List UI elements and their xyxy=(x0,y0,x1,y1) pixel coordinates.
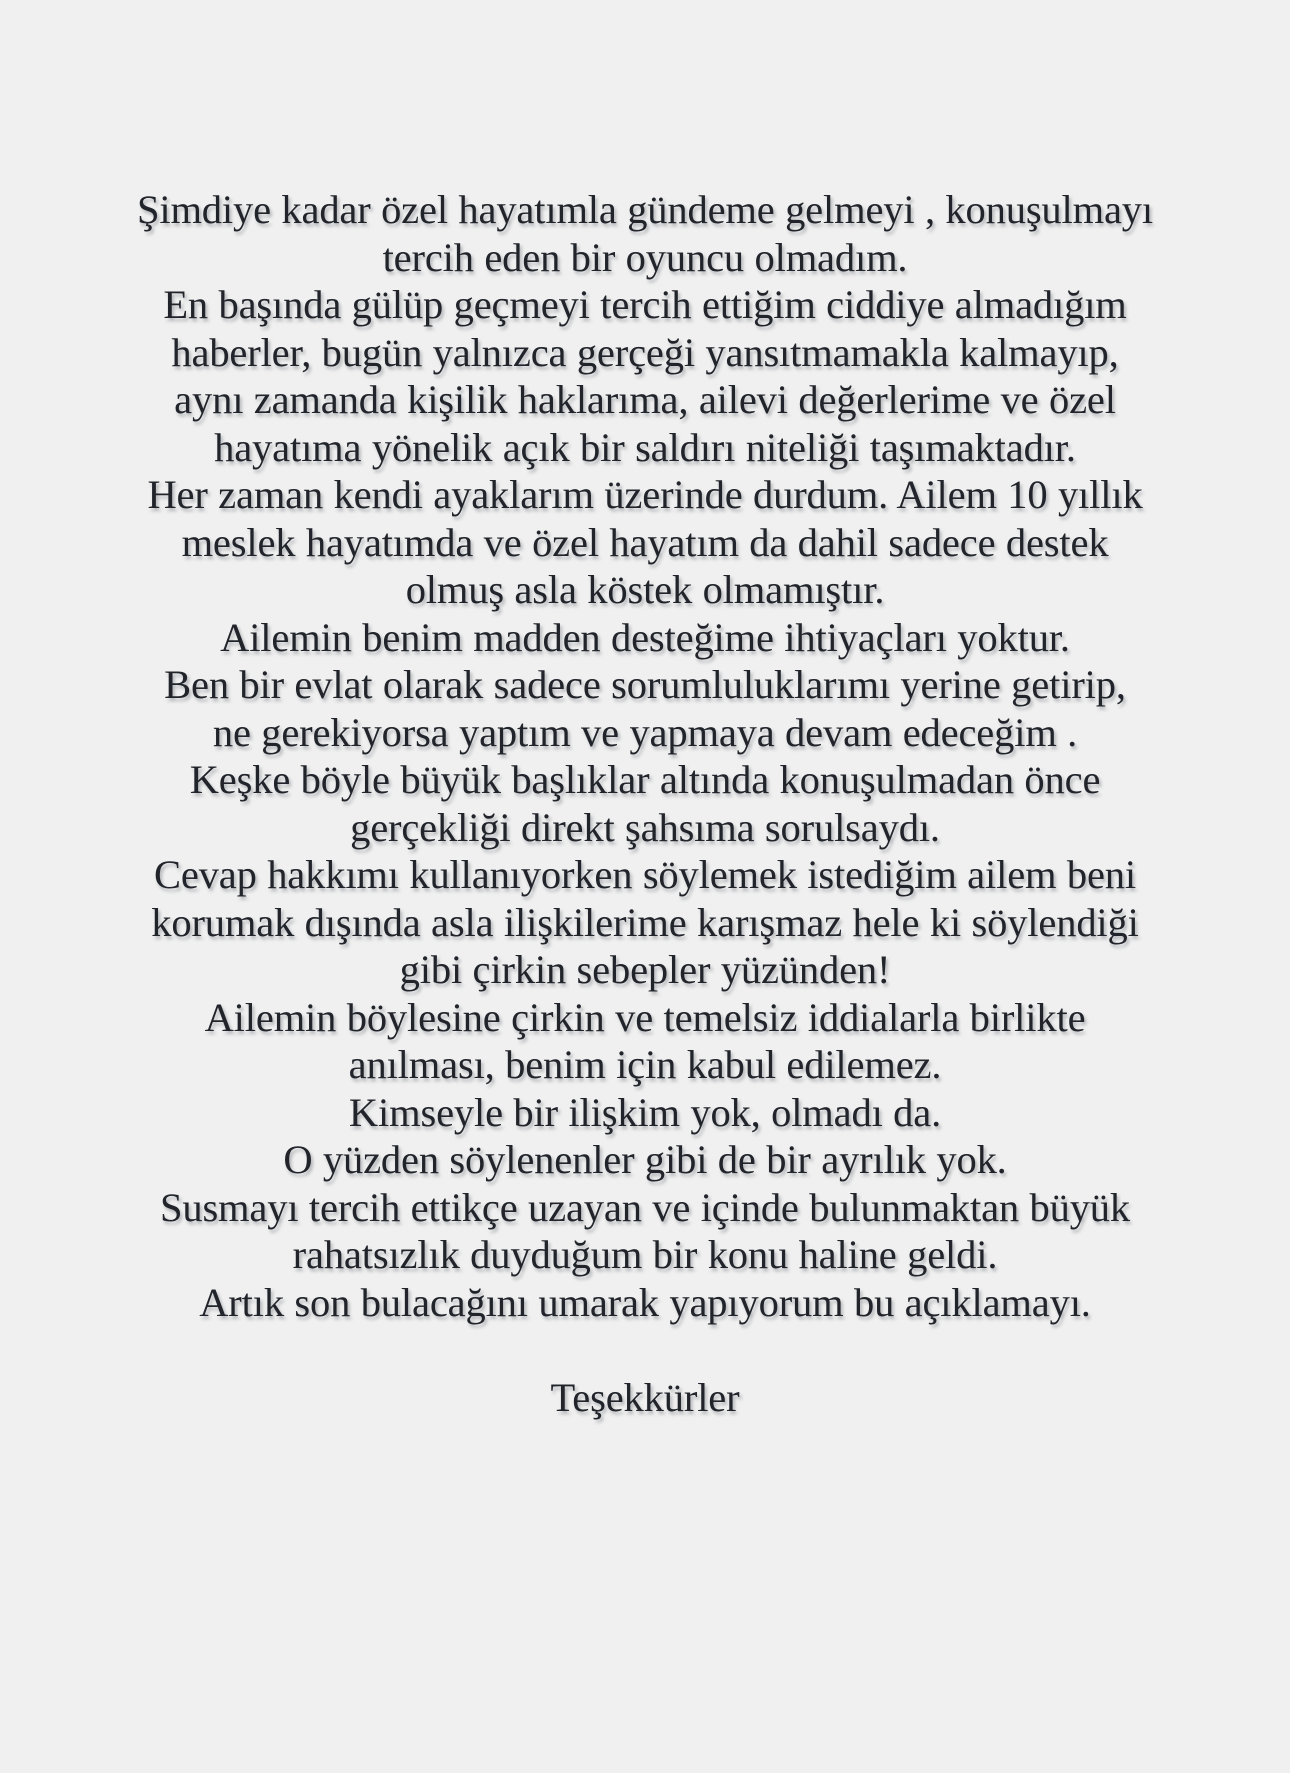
statement-line: Kimseyle bir ilişkim yok, olmadı da. xyxy=(348,1089,942,1135)
statement-line: olmuş asla köstek olmamıştır. xyxy=(405,567,885,612)
statement-line: O yüzden söylenenler gibi de bir ayrılık yok. xyxy=(283,1137,1007,1182)
statement-line: haberler, bugün yalnızca gerçeği yansıtmamakla kalmayıp, xyxy=(171,329,1119,375)
statement-line: rahatsızlık duyduğum bir konu haline geldi. xyxy=(292,1232,998,1277)
statement-text-block xyxy=(80,0,1210,1422)
statement-line: meslek hayatımda ve özel hayatım da dahil sadece destek xyxy=(181,519,1109,565)
statement-line: aynı zamanda kişilik haklarıma, ailevi değerlerime ve özel xyxy=(174,377,1116,422)
statement-line: tercih eden bir oyuncu olmadım. xyxy=(382,234,908,280)
statement-spacer xyxy=(80,1326,1210,1374)
statement-line: Ailemin böylesine çirkin ve temelsiz iddialarla birlikte xyxy=(204,994,1086,1040)
statement-line: Artık son bulacağını umarak yapıyorum bu açıklamayı. xyxy=(199,1279,1091,1325)
statement-line: korumak dışında asla ilişkilerime karışmaz hele ki söylendiği xyxy=(151,899,1139,945)
statement-line: gerçekliği direkt şahsıma sorulsaydı. xyxy=(350,804,940,850)
statement-line: Susmayı tercih ettikçe uzayan ve içinde bulunmaktan büyük xyxy=(159,1184,1131,1230)
statement-line: gibi çirkin sebepler yüzünden! xyxy=(399,947,891,992)
statement-line: Şimdiye kadar özel hayatımla gündeme gelmeyi , konuşulmayı xyxy=(136,187,1154,232)
statement-line: hayatıma yönelik açık bir saldırı niteliği taşımaktadır. xyxy=(214,424,1076,470)
statement-line: Keşke böyle büyük başlıklar altında konuşulmadan önce xyxy=(189,757,1101,802)
statement-line: Cevap hakkımı kullanıyorken söylemek istediğim ailem beni xyxy=(154,852,1136,897)
statement-line: ne gerekiyorsa yaptım ve yapmaya devam edeceğim . xyxy=(212,709,1078,755)
statement-line: Ailemin benim madden desteğime ihtiyaçları yoktur. xyxy=(220,614,1070,660)
statement-line: Her zaman kendi ayaklarım üzerinde durdum. Ailem 10 yıllık xyxy=(147,472,1143,517)
statement-closing: Teşekkürler xyxy=(550,1375,740,1420)
statement-line: Ben bir evlat olarak sadece sorumluluklarımı yerine getirip, xyxy=(164,662,1126,707)
statement-line: anılması, benim için kabul edilemez. xyxy=(348,1042,942,1087)
statement-line: En başında gülüp geçmeyi tercih ettiğim ciddiye almadığım xyxy=(163,282,1127,327)
